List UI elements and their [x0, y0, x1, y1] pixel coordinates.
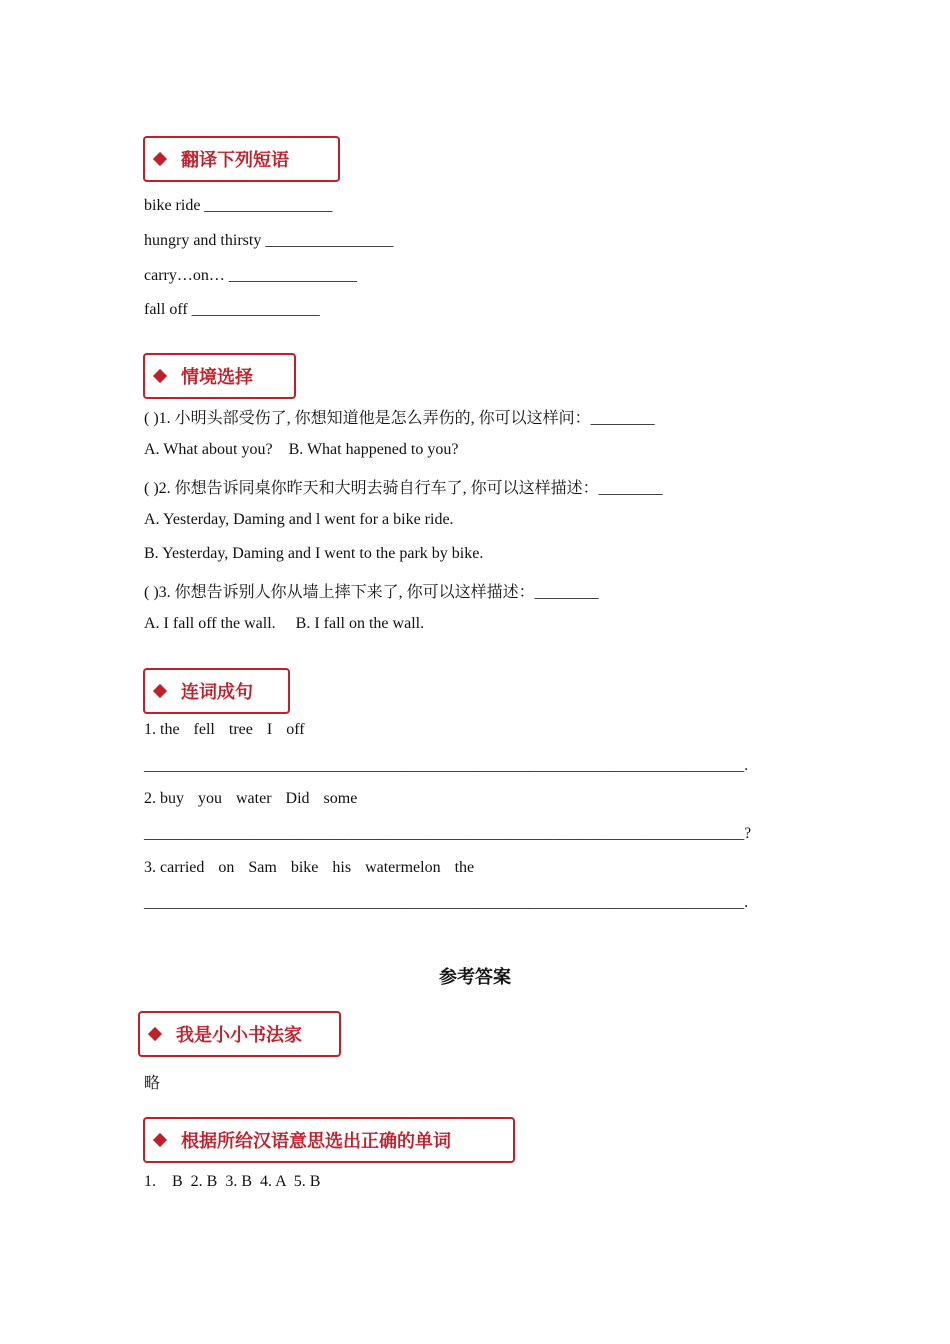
word: fell	[193, 721, 215, 738]
answer-text: 1. B 2. B 3. B 4. A 5. B	[144, 1173, 321, 1190]
word: you	[198, 790, 222, 807]
word: his	[332, 859, 352, 876]
section-title: 情境选择	[181, 367, 253, 388]
question-3-options: A. I fall off the wall. B. I fall on the wall.	[144, 615, 425, 632]
question-2: ( )2. 你想告诉同桌你昨天和大明去骑自行车了, 你可以这样描述：________	[144, 480, 663, 497]
diamond-bullet-icon	[153, 152, 167, 166]
word: the	[454, 859, 475, 876]
word: Sam	[248, 859, 277, 876]
answer-heading-word-choice	[143, 1117, 515, 1163]
section-heading-sentence	[143, 668, 290, 714]
answer-key-title: 参考答案	[439, 967, 511, 988]
word: tree	[228, 721, 253, 738]
phrase-item: bike ride ________________	[144, 197, 333, 214]
item-number: 2.	[144, 790, 156, 807]
section-title: 我是小小书法家	[176, 1025, 302, 1046]
word: water	[236, 790, 272, 807]
section-heading-situation	[143, 353, 296, 399]
answer-text: 略	[144, 1075, 161, 1092]
phrase-item: hungry and thirsty ________________	[144, 232, 394, 249]
diamond-bullet-icon	[153, 684, 167, 698]
answer-line: ______________________________________________________________________________.	[144, 757, 749, 774]
word: Did	[285, 790, 310, 807]
diamond-bullet-icon	[153, 1133, 167, 1147]
word: some	[323, 790, 358, 807]
section-heading-translate	[143, 136, 340, 182]
phrase-item: fall off ________________	[144, 301, 320, 318]
item-number: 3.	[144, 859, 156, 876]
word: I	[266, 721, 273, 738]
word: the	[160, 721, 180, 738]
question-2-option-b: B. Yesterday, Daming and I went to the park by bike.	[144, 545, 484, 562]
word: bike	[290, 859, 319, 876]
section-title: 根据所给汉语意思选出正确的单词	[181, 1131, 451, 1152]
word: on	[218, 859, 235, 876]
answer-heading-calligraphy	[138, 1011, 341, 1057]
word: watermelon	[365, 859, 441, 876]
diamond-bullet-icon	[148, 1027, 162, 1041]
phrase-item: carry…on… ________________	[144, 267, 357, 284]
word: off	[286, 721, 305, 738]
question-1-options: A. What about you? B. What happened to you?	[144, 441, 459, 458]
answer-line: ______________________________________________________________________________?	[144, 825, 752, 842]
word: buy	[160, 790, 184, 807]
question-1: ( )1. 小明头部受伤了, 你想知道他是怎么弄伤的, 你可以这样问：________	[144, 410, 655, 427]
question-2-option-a: A. Yesterday, Daming and l went for a bike ride.	[144, 511, 454, 528]
answer-line: ______________________________________________________________________________.	[144, 894, 749, 911]
diamond-bullet-icon	[153, 369, 167, 383]
section-title: 翻译下列短语	[181, 150, 289, 171]
section-title: 连词成句	[181, 682, 253, 703]
word: carried	[160, 859, 205, 876]
scrambled-sentence-2	[144, 790, 371, 808]
item-number: 1.	[144, 721, 156, 738]
scrambled-sentence-1	[144, 721, 319, 739]
question-3: ( )3. 你想告诉别人你从墙上摔下来了, 你可以这样描述：________	[144, 584, 599, 601]
scrambled-sentence-3	[144, 859, 488, 877]
